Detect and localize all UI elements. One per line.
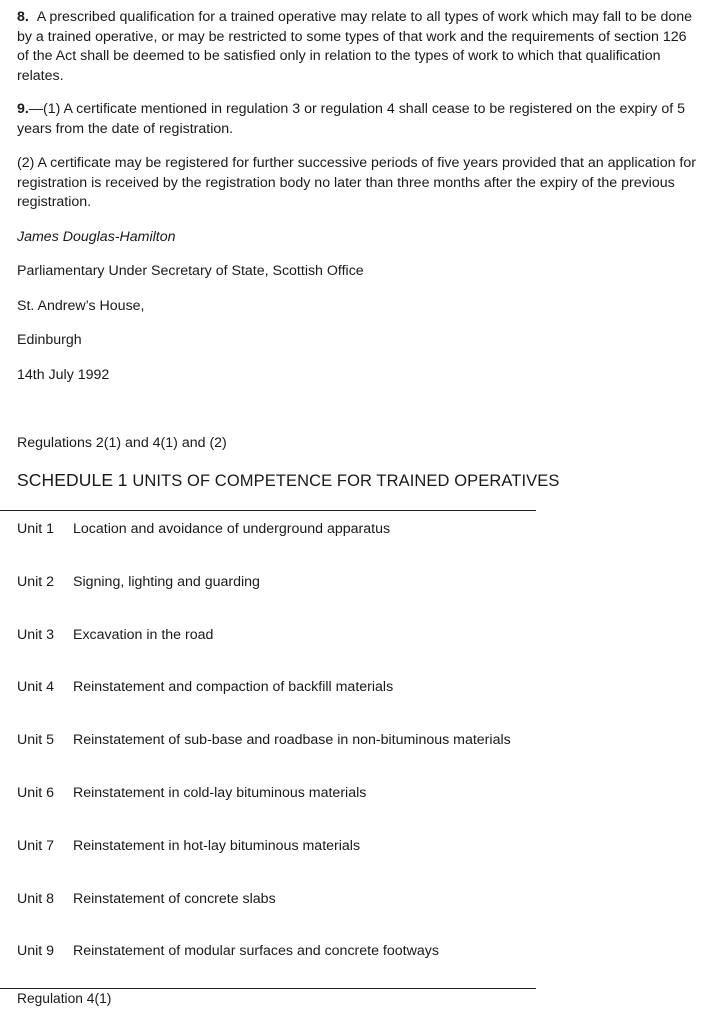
- table-row: [17, 520, 390, 539]
- unit-description: Location and avoidance of underground apparatus: [73, 521, 391, 537]
- signatory-title: Parliamentary Under Secretary of State, Scottish Office: [17, 263, 364, 279]
- signatory-name: James Douglas-Hamilton: [17, 229, 176, 245]
- table-row: [17, 678, 393, 697]
- paragraph-9-number: 9.: [17, 101, 29, 117]
- schedule-number: 1: [117, 470, 128, 490]
- unit-number: Unit 8: [17, 891, 55, 907]
- table-row: [17, 784, 366, 803]
- unit-number: Unit 9: [17, 943, 55, 959]
- table-top-rule: [0, 510, 536, 511]
- paragraph-9-2: [17, 154, 707, 213]
- paragraph-9-dash: —: [28, 101, 44, 117]
- paragraph-9-1: [17, 100, 707, 139]
- schedule-heading: [17, 470, 559, 491]
- paragraph-9-2-text: (2) A certificate may be registered for further successive periods of five years provided that an application for registration is received by the registration body no later than three months after the expiry of the previous registration.: [17, 155, 696, 210]
- paragraph-8: [17, 8, 699, 86]
- unit-number: Unit 1: [17, 521, 55, 537]
- table-row: [17, 890, 276, 909]
- unit-description: Reinstatement in hot-lay bituminous materials: [73, 838, 361, 854]
- address-line-2: Edinburgh: [17, 332, 82, 348]
- unit-number: Unit 7: [17, 838, 55, 854]
- table-row: [17, 626, 213, 645]
- paragraph-8-text: A prescribed qualification for a trained operative may relate to all types of work which may fall to be done by a trained operative, or may be restricted to some types of that work and the requirements of section 126 of the Act shall be deemed to be satisfied only in relation to the types of work to which that qualification relates.: [17, 9, 693, 84]
- unit-description: Reinstatement of concrete slabs: [73, 891, 276, 907]
- schedule-regulations-ref: Regulations 2(1) and 4(1) and (2): [17, 435, 227, 451]
- unit-number: Unit 6: [17, 785, 55, 801]
- schedule-label: SCHEDULE: [17, 470, 114, 490]
- footer-regulation-ref: Regulation 4(1): [17, 991, 112, 1006]
- table-row: [17, 837, 360, 856]
- schedule-title: UNITS OF COMPETENCE FOR TRAINED OPERATIVES: [132, 472, 560, 490]
- unit-description: Reinstatement and compaction of backfill materials: [73, 679, 394, 695]
- unit-description: Reinstatement in cold-lay bituminous materials: [73, 785, 367, 801]
- unit-number: Unit 4: [17, 679, 55, 695]
- address-line-1: St. Andrew’s House,: [17, 298, 145, 314]
- unit-description: Reinstatement of modular surfaces and concrete footways: [73, 943, 439, 959]
- table-row: [17, 942, 439, 961]
- unit-description: Signing, lighting and guarding: [73, 574, 260, 590]
- unit-number: Unit 2: [17, 574, 55, 590]
- paragraph-8-number: 8.: [17, 9, 29, 25]
- unit-description: Excavation in the road: [73, 627, 214, 643]
- unit-description: Reinstatement of sub-base and roadbase in non-bituminous materials: [73, 732, 511, 748]
- unit-number: Unit 3: [17, 627, 55, 643]
- table-row: [17, 731, 511, 750]
- paragraph-9-1-text: (1) A certificate mentioned in regulation 3 or regulation 4 shall cease to be registered on the expiry of 5 years from the date of registration.: [17, 101, 686, 137]
- table-row: [17, 573, 260, 592]
- signature-date: 14th July 1992: [17, 367, 110, 383]
- unit-number: Unit 5: [17, 732, 55, 748]
